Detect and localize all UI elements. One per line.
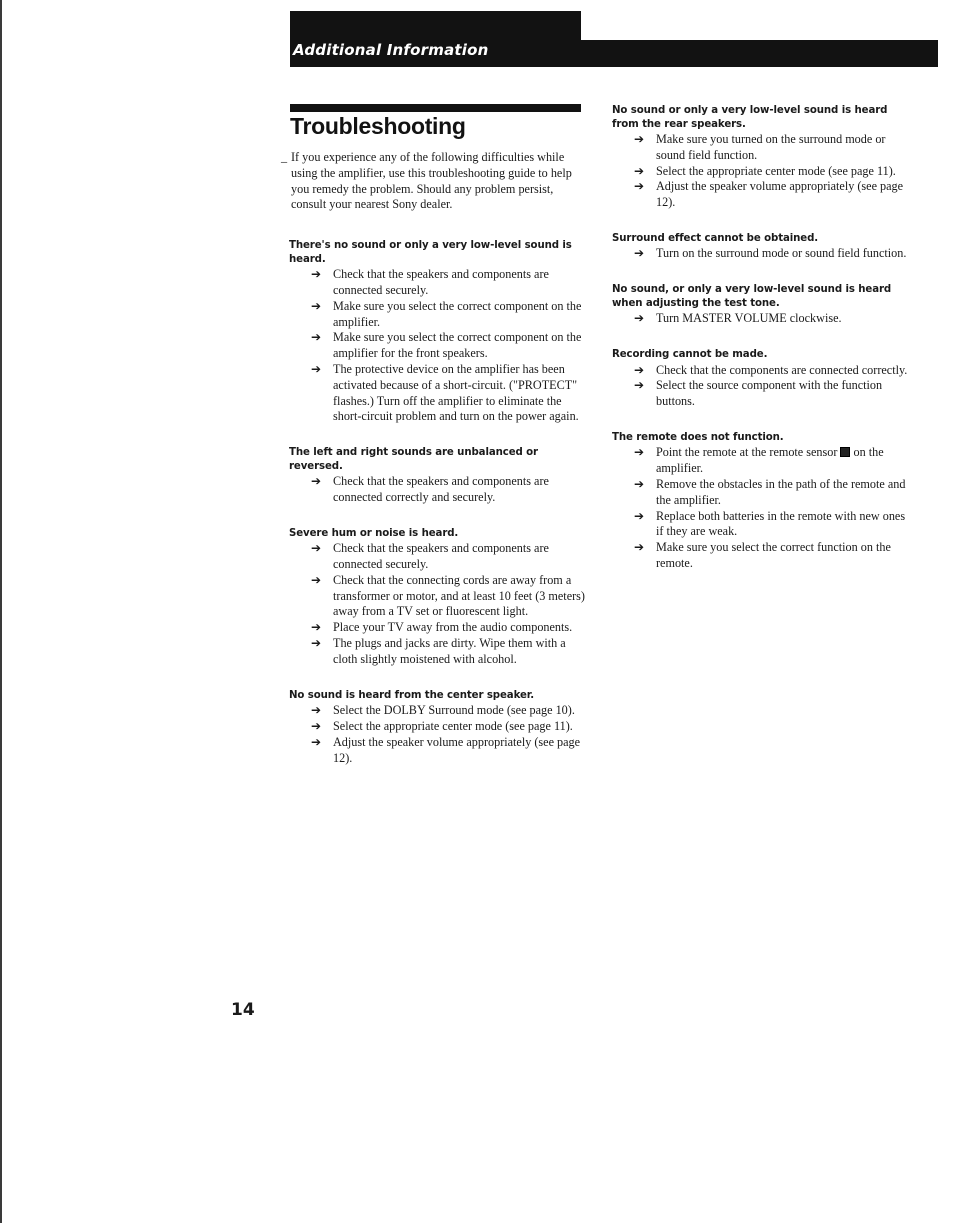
remedy-item (612, 509, 912, 541)
arrow-right-icon: ➔ (634, 378, 645, 393)
arrow-right-icon: ➔ (311, 572, 322, 587)
remedy-text: Point the remote at the remote sensor (656, 445, 841, 460)
remedy-item (289, 541, 589, 573)
arrow-right-icon: ➔ (311, 267, 322, 282)
arrow-right-icon: ➔ (311, 734, 322, 749)
remedy-item (289, 703, 589, 719)
remedy-item (289, 636, 589, 668)
remedy-item (289, 573, 589, 620)
remedy-text: The protective device on the amplifier has been activated because of a short-circuit. ("PROTECT" flashes.) Turn off the amplifier to eliminate the short-circuit problem and turn on the power again. (333, 361, 579, 424)
remedy-text: Make sure you select the correct component on the amplifier for the front speakers. (333, 330, 582, 361)
remedy-text: Select the appropriate center mode (see page 11). (333, 718, 573, 733)
remedy-text: Remove the obstacles in the path of the remote and the amplifier. (656, 477, 906, 507)
remedy-item (612, 311, 912, 327)
troubleshooting-section (289, 527, 589, 668)
remedy-text: Replace both batteries in the remote with new ones if they are weak. (656, 508, 906, 539)
page-number: 14 (231, 1000, 255, 1020)
remedy-item (289, 330, 589, 362)
intro-paragraph: _ If you experience any of the following difficulties while using the amplifier, use this troubleshooting guide to help you remedy the problem. Should any problem persist, consult your nearest Sony dealer. (291, 150, 589, 213)
right-column (612, 104, 912, 593)
arrow-right-icon: ➔ (311, 541, 322, 556)
arrow-right-icon: ➔ (634, 362, 645, 377)
problem-heading: The remote does not function. (612, 431, 784, 443)
arrow-right-icon: ➔ (634, 508, 645, 523)
remedy-item (612, 363, 912, 379)
problem-heading: The left and right sounds are unbalanced or reversed. (289, 447, 538, 472)
remedy-item (612, 179, 912, 211)
troubleshooting-section (289, 446, 589, 506)
arrow-right-icon: ➔ (634, 132, 645, 146)
remedy-text: Check that the speakers and components are connected correctly and securely. (333, 474, 549, 504)
arrow-right-icon: ➔ (634, 179, 645, 194)
remedy-text: Check that the connecting cords are away from a transformer or motor, and at least 10 feet (3 meters) away from a TV set or fluorescent light. (333, 572, 585, 619)
arrow-right-icon: ➔ (311, 298, 322, 313)
arrow-right-icon: ➔ (634, 246, 645, 261)
problem-heading: Severe hum or noise is heard. (289, 527, 459, 539)
arrow-right-icon: ➔ (634, 540, 645, 555)
remedy-item (612, 540, 912, 572)
troubleshooting-section (612, 104, 912, 211)
remote-sensor-icon (840, 447, 850, 457)
problem-heading: No sound is heard from the center speaker. (289, 689, 535, 701)
remedy-item (612, 246, 912, 262)
remedy-text: Check that the components are connected correctly. (656, 362, 908, 377)
troubleshooting-section (289, 239, 589, 425)
title-rule (290, 104, 581, 112)
arrow-right-icon: ➔ (311, 703, 322, 718)
remedy-text: Check that the speakers and components are connected securely. (333, 267, 549, 297)
remedy-text: Select the DOLBY Surround mode (see page 10). (333, 703, 575, 718)
arrow-right-icon: ➔ (634, 311, 645, 326)
arrow-right-icon: ➔ (311, 718, 322, 733)
arrow-right-icon: ➔ (311, 330, 322, 345)
arrow-right-icon: ➔ (311, 620, 322, 635)
remedy-item (289, 735, 589, 767)
problem-heading: Surround effect cannot be obtained. (612, 232, 819, 244)
arrow-right-icon: ➔ (634, 477, 645, 492)
problem-heading: No sound or only a very low-level sound is heard from the rear speakers. (612, 105, 888, 130)
problem-heading: There's no sound or only a very low-level sound is heard. (289, 240, 572, 265)
remedy-item (612, 477, 912, 509)
remedy-text: The plugs and jacks are dirty. Wipe them with a cloth slightly moistened with alcohol. (333, 636, 566, 666)
troubleshooting-section (612, 348, 912, 410)
remedy-item (289, 474, 589, 506)
left-sections (289, 239, 589, 766)
troubleshooting-section (289, 689, 589, 767)
remedy-text: Select the appropriate center mode (see page 11). (656, 163, 896, 178)
remedy-text: Adjust the speaker volume appropriately (see page 12). (333, 734, 581, 765)
remedy-item (289, 362, 589, 425)
remedy-text: Make sure you select the correct component on the amplifier. (333, 298, 582, 329)
right-sections (612, 104, 912, 572)
remedy-text: Turn MASTER VOLUME clockwise. (656, 311, 842, 326)
remedy-item (612, 378, 912, 410)
arrow-right-icon: ➔ (311, 361, 322, 376)
remedy-item (289, 267, 589, 299)
problem-heading: No sound, or only a very low-level sound is heard when adjusting the test tone. (612, 284, 892, 309)
remedy-text: Make sure you turned on the surround mode or sound field function. (656, 132, 886, 162)
remedy-text: Turn on the surround mode or sound field function. (656, 246, 907, 261)
remedy-item (612, 132, 912, 164)
remedy-text: on the amplifier. (656, 445, 884, 476)
arrow-right-icon: ➔ (311, 636, 322, 651)
remedy-item (289, 620, 589, 636)
remedy-text: Select the source component with the function buttons. (656, 378, 883, 409)
troubleshooting-section (612, 283, 912, 327)
remedy-item (289, 299, 589, 331)
problem-heading: Recording cannot be made. (612, 349, 768, 361)
remedy-item (612, 164, 912, 180)
remedy-item (289, 719, 589, 735)
left-column (289, 150, 589, 787)
arrow-right-icon: ➔ (634, 445, 645, 460)
troubleshooting-section (612, 431, 912, 572)
arrow-right-icon: ➔ (634, 163, 645, 178)
remedy-text: Make sure you select the correct function on the remote. (656, 540, 891, 571)
section-header-title: Additional Information (293, 41, 489, 59)
page-edge-line (0, 0, 2, 1223)
arrow-right-icon: ➔ (311, 474, 322, 489)
remedy-text: Check that the speakers and components are connected securely. (333, 541, 549, 572)
page-title: Troubleshooting (290, 113, 466, 139)
remedy-text: Place your TV away from the audio components. (333, 620, 573, 635)
troubleshooting-section (612, 232, 912, 262)
remedy-item (612, 445, 912, 477)
remedy-text: Adjust the speaker volume appropriately (see page 12). (656, 179, 904, 210)
